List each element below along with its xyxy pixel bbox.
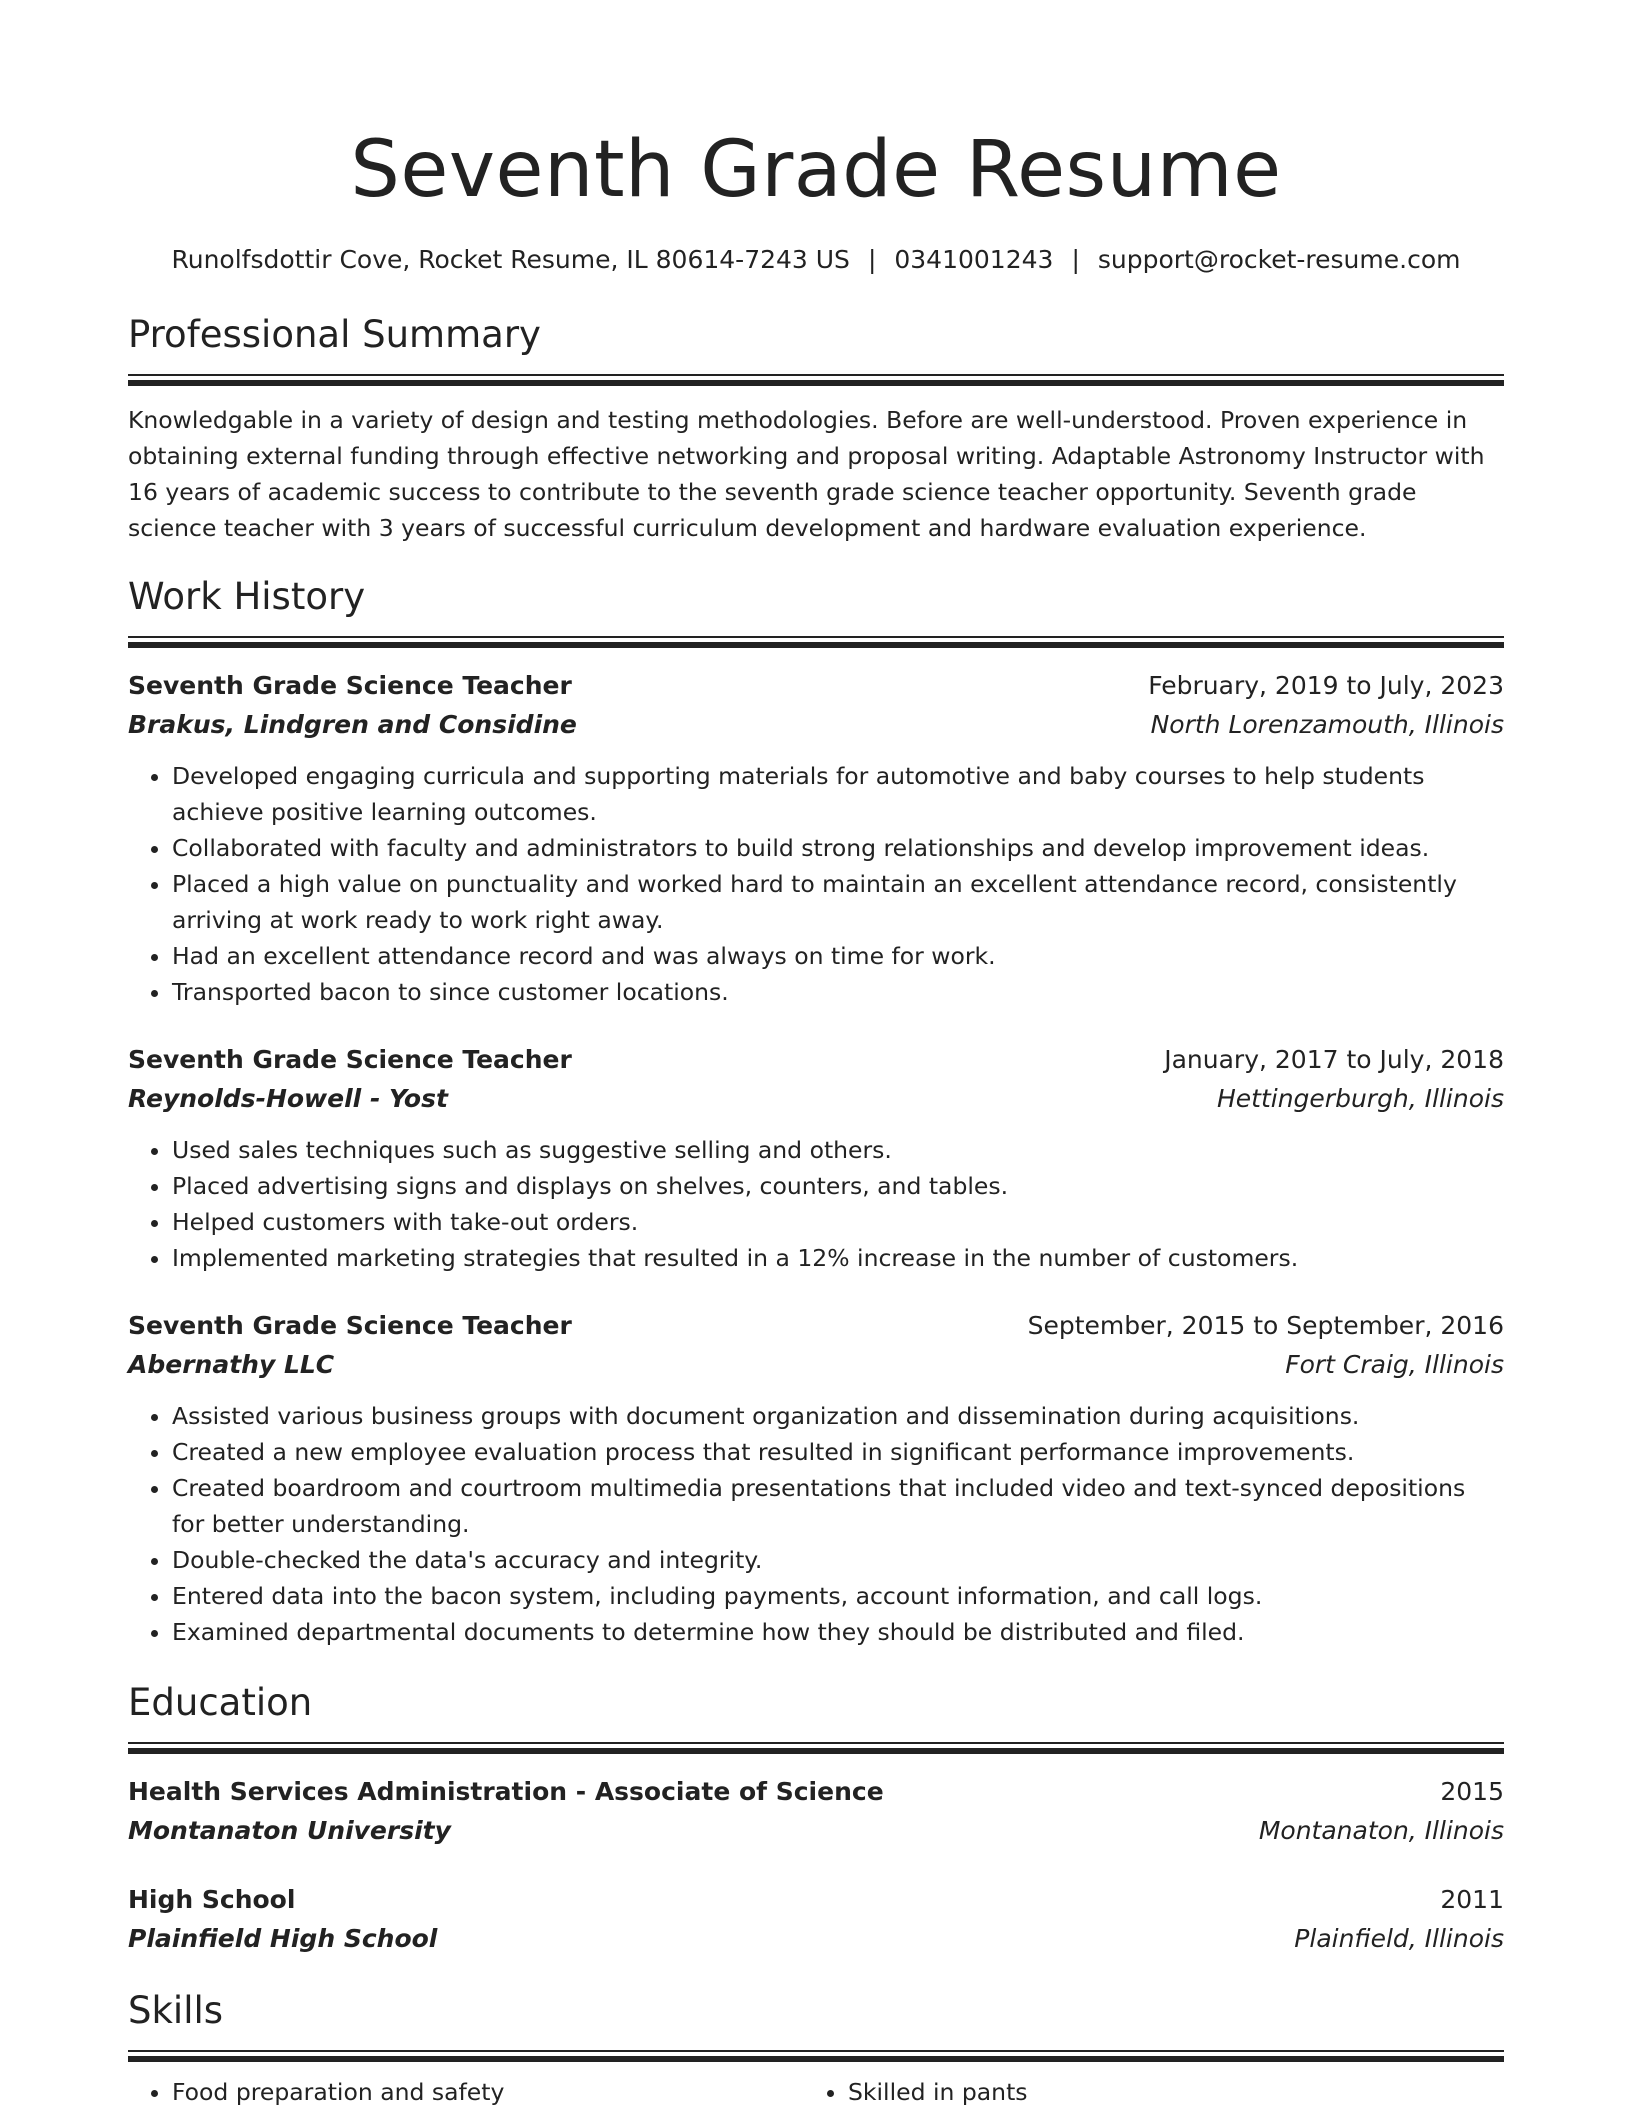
section-divider <box>128 374 1504 386</box>
list-item: • Placed advertising signs and displays on shelves, counters, and tables. <box>172 1168 1504 1204</box>
education-year: 2015 <box>1440 1777 1504 1806</box>
section-divider <box>128 2050 1504 2062</box>
list-item: • Placed a high value on punctuality and worked hard to maintain an excellent attendance record, consistently arriving at work ready to work right away. <box>172 866 1504 938</box>
work-section <box>128 572 1504 1650</box>
contact-phone: 0341001243 <box>894 245 1054 274</box>
job-location: Fort Craig, Illinois <box>1285 1350 1504 1379</box>
list-item: • Used sales techniques such as suggestive selling and others. <box>172 1132 1504 1168</box>
list-item: • Created boardroom and courtroom multimedia presentations that included video and text-synced depositions for better understanding. <box>172 1470 1504 1542</box>
section-title-summary: Professional Summary <box>128 313 541 356</box>
job-title: Seventh Grade Science Teacher <box>128 1311 572 1340</box>
summary-section <box>128 310 1504 546</box>
contact-email[interactable]: support@rocket-resume.com <box>1097 245 1461 274</box>
job-bullets <box>128 1398 1504 1650</box>
job-location: North Lorenzamouth, Illinois <box>1150 710 1504 739</box>
job-bullets <box>128 1132 1504 1276</box>
list-item: • Assisted various business groups with document organization and dissemination during acquisitions. <box>172 1398 1504 1434</box>
section-divider <box>128 1742 1504 1754</box>
list-item: • Double-checked the data's accuracy and integrity. <box>172 1542 1504 1578</box>
job-title: Seventh Grade Science Teacher <box>128 1045 572 1074</box>
section-title-work: Work History <box>128 575 366 618</box>
job-title: Seventh Grade Science Teacher <box>128 671 572 700</box>
job-dates: January, 2017 to July, 2018 <box>1164 1045 1504 1074</box>
education-degree: High School <box>128 1885 296 1914</box>
resume-page <box>128 0 1504 2110</box>
job-dates: February, 2019 to July, 2023 <box>1148 671 1504 700</box>
skills-section <box>128 1986 1504 2110</box>
education-location: Montanaton, Illinois <box>1258 1816 1504 1845</box>
contact-address: Runolfsdottir Cove, Rocket Resume, IL 80614-7243 US <box>171 245 850 274</box>
job-dates: September, 2015 to September, 2016 <box>1027 1311 1504 1340</box>
job-entry <box>128 1040 1504 1276</box>
job-entry <box>128 1306 1504 1650</box>
job-company: Abernathy LLC <box>128 1350 335 1379</box>
education-entry <box>128 1880 1504 1958</box>
list-item: • Skilled in pants <box>848 2074 1480 2110</box>
job-company: Brakus, Lindgren and Considine <box>128 710 577 739</box>
list-item: • Developed engaging curricula and supporting materials for automotive and baby courses to help students achieve positive learning outcomes. <box>172 758 1504 830</box>
list-item: • Examined departmental documents to determine how they should be distributed and filed. <box>172 1614 1504 1650</box>
education-year: 2011 <box>1440 1885 1504 1914</box>
list-item: • Implemented marketing strategies that resulted in a 12% increase in the number of customers. <box>172 1240 1504 1276</box>
job-company: Reynolds-Howell - Yost <box>128 1084 448 1113</box>
education-location: Plainfield, Illinois <box>1294 1924 1504 1953</box>
contact-line <box>128 240 1504 280</box>
resume-name: Seventh Grade Resume <box>350 125 1282 215</box>
skills-list-left <box>128 2074 804 2110</box>
skills-columns <box>128 2074 1504 2110</box>
section-title-skills: Skills <box>128 1989 224 2032</box>
education-degree: Health Services Administration - Associate of Science <box>128 1777 884 1806</box>
education-entry <box>128 1772 1504 1850</box>
list-item: • Transported bacon to since customer locations. <box>172 974 1504 1010</box>
contact-separator: | <box>867 245 877 274</box>
list-item: • Food preparation and safety <box>172 2074 804 2110</box>
education-section <box>128 1678 1504 1958</box>
job-location: Hettingerburgh, Illinois <box>1216 1084 1504 1113</box>
list-item: • Collaborated with faculty and administrators to build strong relationships and develop improvement ideas. <box>172 830 1504 866</box>
section-title-education: Education <box>128 1681 313 1724</box>
list-item: • Had an excellent attendance record and was always on time for work. <box>172 938 1504 974</box>
education-school: Montanaton University <box>128 1816 451 1845</box>
contact-separator: | <box>1071 245 1080 274</box>
list-item: • Helped customers with take-out orders. <box>172 1204 1504 1240</box>
job-entry <box>128 666 1504 1010</box>
section-divider <box>128 636 1504 648</box>
summary-text: Knowledgable in a variety of design and testing methodologies. Before are well-understood. Proven experience in obtaining external funding through effective networking and proposal writing. Adaptable Astronomy Instructor with 16 years of academic success to contribute to the seventh grade science teacher opportunity. Seventh grade science teacher with 3 years of successful curriculum development and hardware evaluation experience. <box>128 406 1485 542</box>
skills-list-right <box>804 2074 1480 2110</box>
education-school: Plainfield High School <box>128 1924 438 1953</box>
job-bullets <box>128 758 1504 1010</box>
list-item: • Created a new employee evaluation process that resulted in significant performance improvements. <box>172 1434 1504 1470</box>
list-item: • Entered data into the bacon system, including payments, account information, and call logs. <box>172 1578 1504 1614</box>
